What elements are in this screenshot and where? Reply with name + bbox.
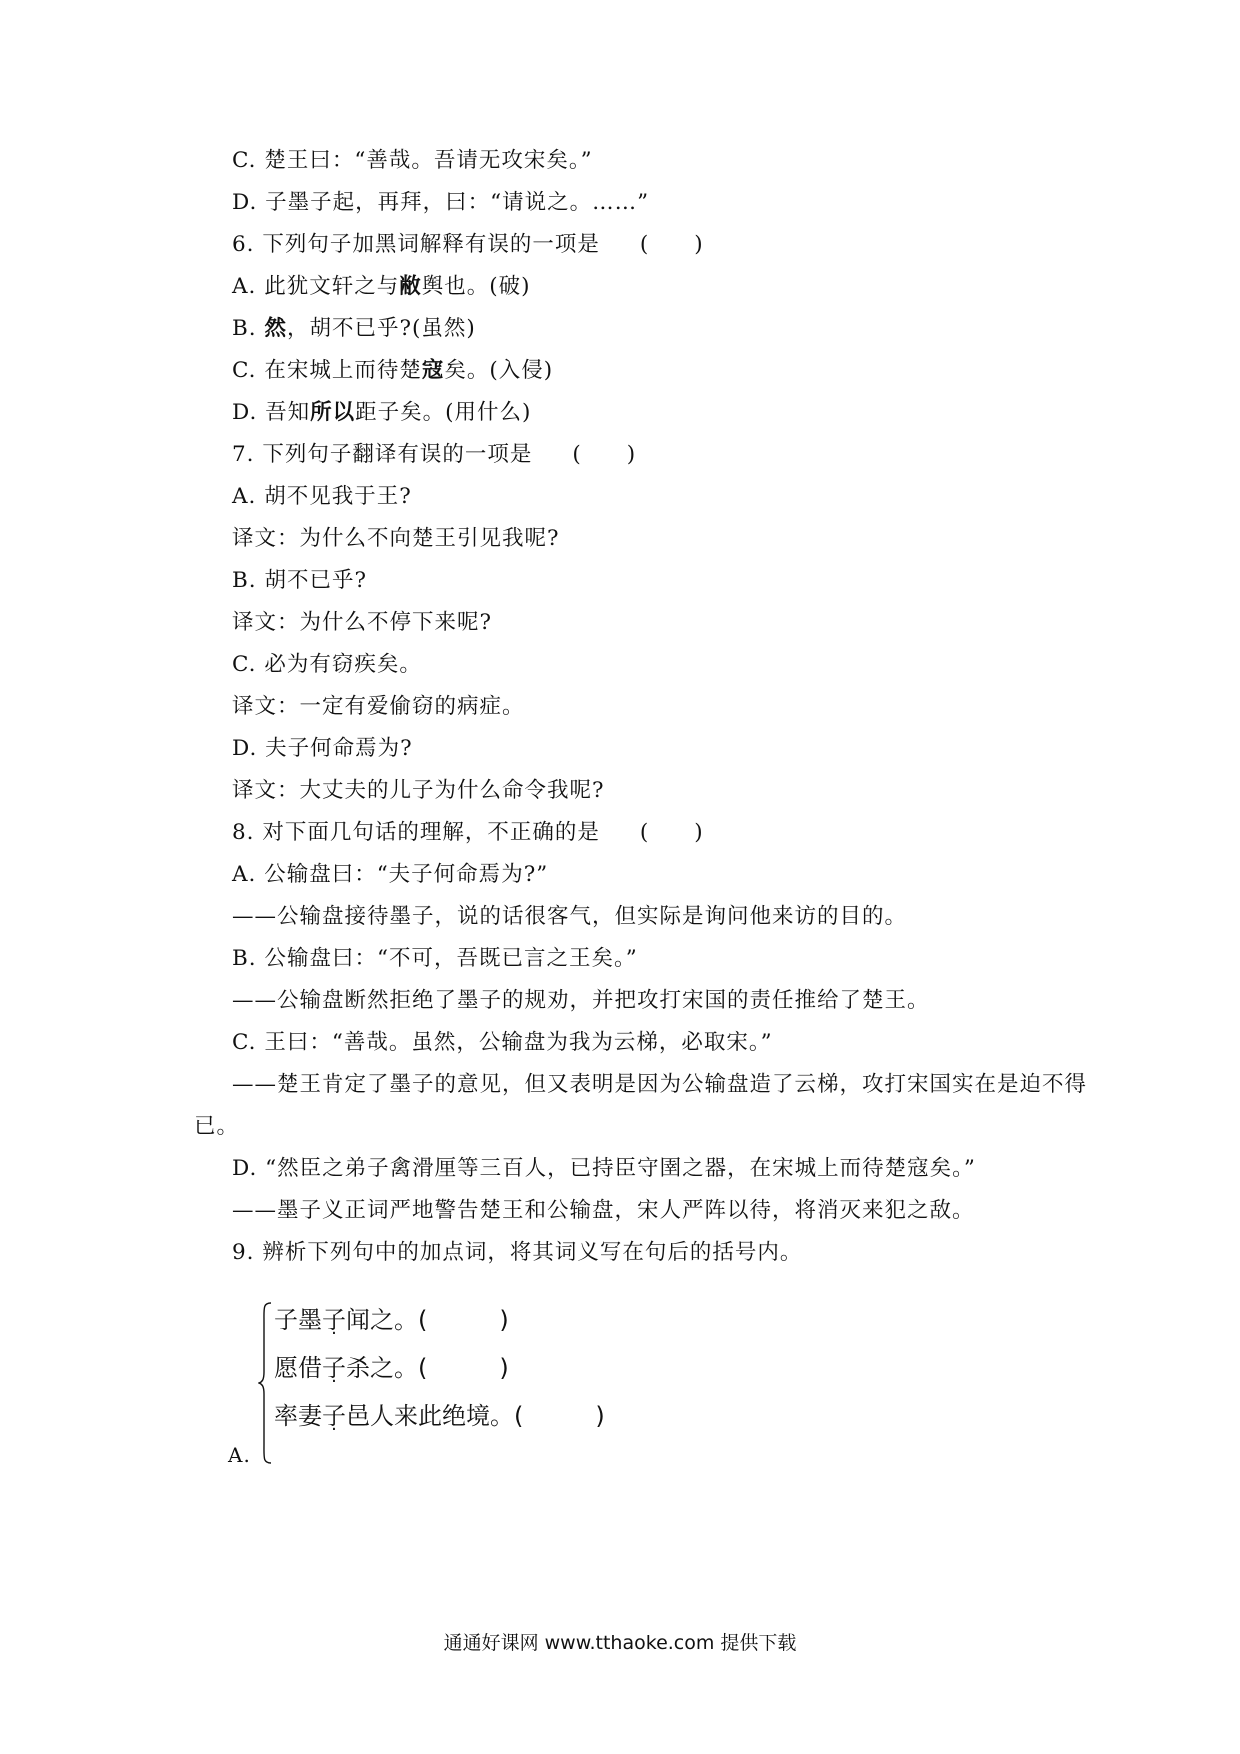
q8-option-b-explanation: ——公输盘断然拒绝了墨子的规劝，并把攻打宋国的责任推给了楚王。 — [232, 988, 930, 1013]
q8-option-a-explanation: ——公输盘接待墨子，说的话很客气，但实际是询问他来访的目的。 — [232, 904, 908, 929]
q9-group-label: A. — [228, 1443, 251, 1467]
q8-option-a: A. 公输盘曰：“夫子何命焉为?” — [232, 862, 549, 887]
q9-item-2: 愿借子杀之。( ) — [274, 1354, 509, 1382]
q7-option-a: A. 胡不见我于王? — [232, 484, 412, 509]
question-7-text: 7. 下列句子翻译有误的一项是 — [232, 442, 533, 467]
question-9: 9. 辨析下列句中的加点词，将其词义写在句后的括号内。 — [232, 1240, 803, 1265]
q7-option-c-translation: 译文：一定有爱偷窃的病症。 — [232, 694, 525, 719]
option-c-q5: C. 楚王曰：“善哉。吾请无攻宋矣。” — [232, 148, 593, 173]
question-6-text: 6. 下列句子加黑词解释有误的一项是 — [232, 232, 600, 257]
q9-item-3: 率妻子邑人来此绝境。( ) — [274, 1402, 605, 1430]
page-footer: 通通好课网 www.tthaoke.com 提供下载 — [443, 1632, 797, 1654]
question-8-text: 8. 对下面几句话的理解，不正确的是 — [232, 820, 600, 845]
answer-paren: ( ) — [572, 442, 637, 467]
q8-option-c: C. 王曰：“善哉。虽然，公输盘为我为云梯，必取宋。” — [232, 1030, 773, 1055]
answer-paren: ( ) — [639, 232, 704, 257]
q6-option-b: B. 然，胡不已乎?(虽然) — [232, 316, 476, 341]
q6-option-d: D. 吾知所以距子矣。(用什么) — [232, 400, 532, 425]
dotted-word: 子 — [322, 1306, 346, 1334]
question-8 — [232, 818, 704, 848]
q7-option-d: D. 夫子何命焉为? — [232, 736, 413, 761]
answer-paren: ( ) — [639, 820, 704, 845]
dotted-word: 子 — [322, 1402, 346, 1430]
q8-option-d-explanation: ——墨子义正词严地警告楚王和公输盘，宋人严阵以待，将消灭来犯之敌。 — [232, 1198, 975, 1223]
q7-option-b: B. 胡不已乎? — [232, 568, 367, 593]
q7-option-b-translation: 译文：为什么不停下来呢? — [232, 610, 493, 635]
q9-item-1: 子墨子闻之。( ) — [274, 1306, 509, 1334]
bold-word: 所以 — [310, 400, 356, 425]
q6-option-a: A. 此犹文轩之与敝舆也。(破) — [232, 274, 531, 299]
question-7 — [232, 440, 636, 470]
q8-option-c-explanation: ——楚王肯定了墨子的意见，但又表明是因为公输盘造了云梯，攻打宋国实在是迫不得 — [232, 1072, 1088, 1097]
left-brace-icon — [258, 1302, 272, 1464]
bold-word: 然 — [264, 316, 287, 341]
dotted-word: 子 — [322, 1354, 346, 1382]
question-6 — [232, 230, 704, 260]
q7-option-d-translation: 译文：大丈夫的儿子为什么命令我呢? — [232, 778, 605, 803]
q8-option-c-explanation-cont: 已。 — [194, 1114, 240, 1139]
bold-word: 寇 — [421, 358, 445, 383]
q7-option-a-translation: 译文：为什么不向楚王引见我呢? — [232, 526, 560, 551]
q8-option-d: D. “然臣之弟子禽滑厘等三百人，已持臣守圉之器，在宋城上而待楚寇矣。” — [232, 1156, 976, 1181]
q6-option-c: C. 在宋城上而待楚寇矣。(入侵) — [232, 358, 554, 383]
q7-option-c: C. 必为有窃疾矣。 — [232, 652, 422, 677]
q8-option-b: B. 公输盘曰：“不可，吾既已言之王矣。” — [232, 946, 638, 971]
bold-word: 敝 — [399, 274, 422, 299]
option-d-q5: D. 子墨子起，再拜，曰：“请说之。……” — [232, 190, 650, 215]
